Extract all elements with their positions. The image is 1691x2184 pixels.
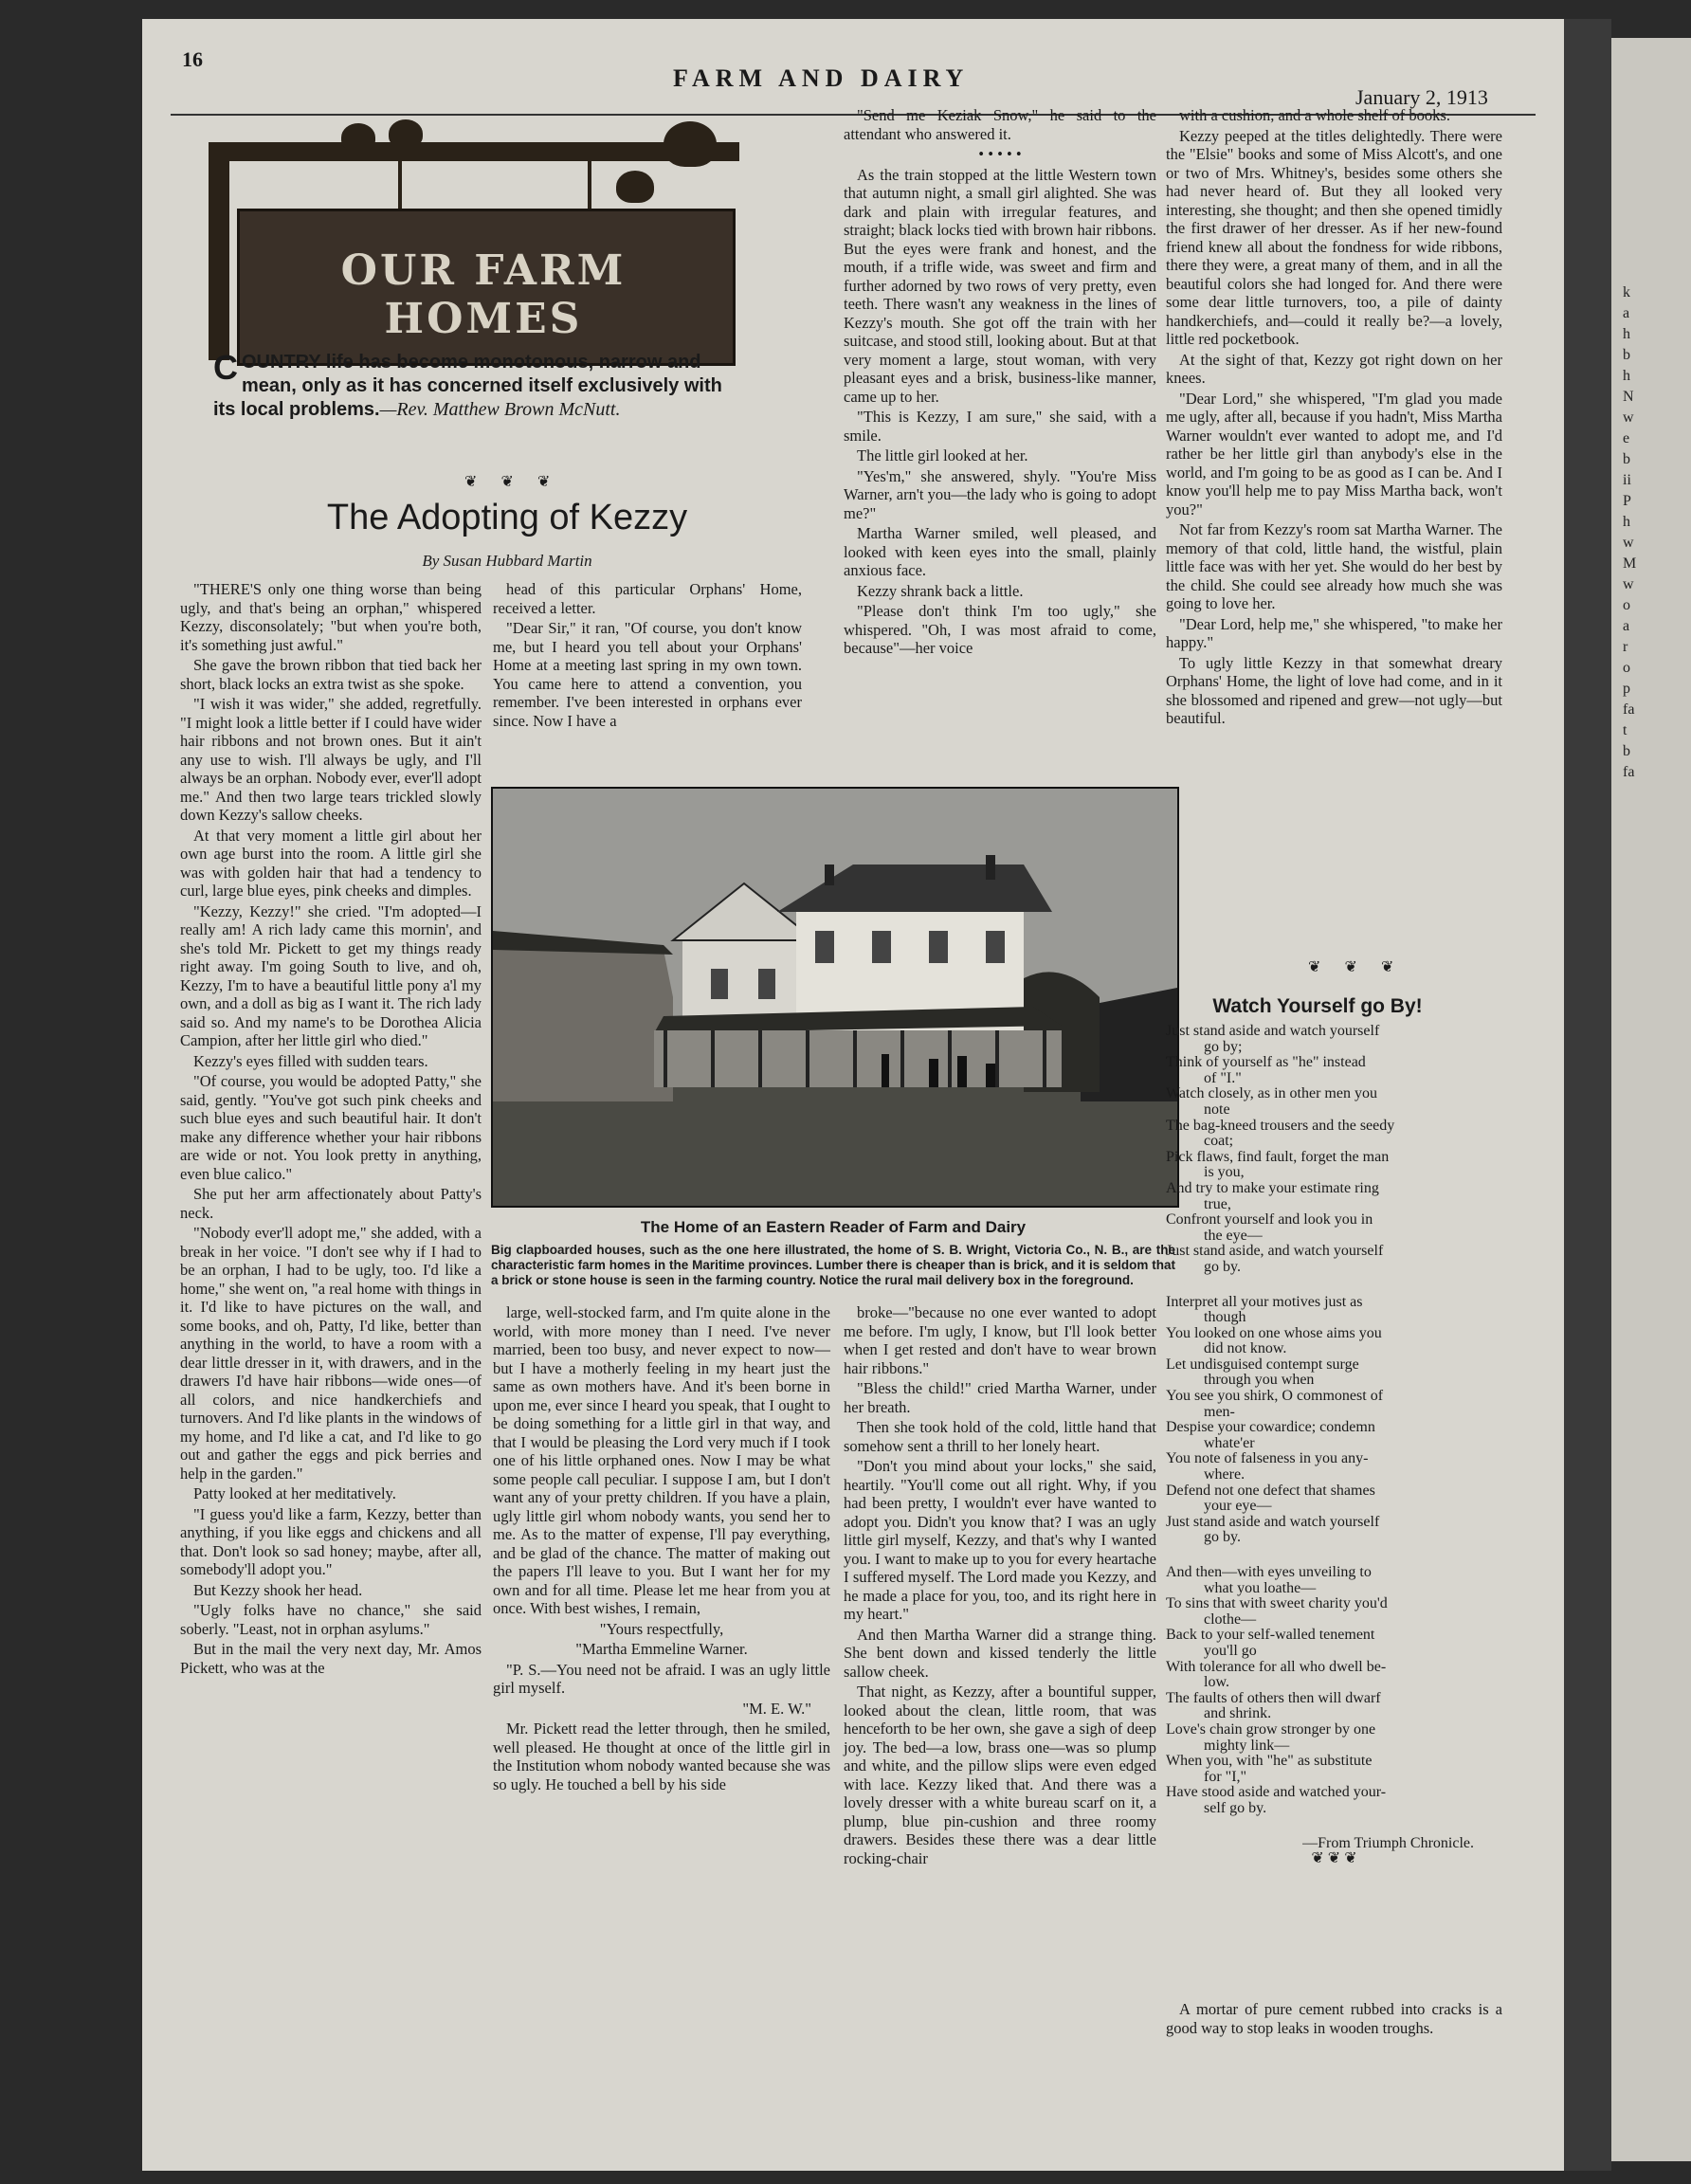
filler-text: A mortar of pure cement rubbed into cracks is a good way to stop leaks in wooden troughs. — [1166, 2000, 1502, 2037]
poem-title: Watch Yourself go By! — [1212, 995, 1423, 1017]
poem-line-continuation: did not know. — [1204, 1340, 1287, 1357]
leaf-ornament — [616, 171, 654, 203]
poem-line-continuation: true, — [1204, 1195, 1231, 1212]
quote-author: —Rev. Matthew Brown McNutt. — [379, 399, 621, 420]
poem-line: The bag-kneed trousers and the seedy — [1166, 1117, 1395, 1134]
poem-line: And then—with eyes unveiling to — [1166, 1564, 1372, 1580]
article-paragraph: "Nobody ever'll adopt me," she added, with a break in her voice. "I don't see why if I had to be an orphan, I had to be ugly, too. I'd like a home," she went on, "a real home with things in it. I'd like to have pictures on the wall, and some books, and oh, Patty, I'd like, better than anything in the world, to have a room with a dear little dresser in it, with drawers, and in the drawers I'd have hair ribbons—wide ones—of all colors, and nice handkerchiefs and turnovers. And I'd like plants in the windows of my home, and I'd like a cat, and I'd like to go out and gather the eggs and pick berries and help in the garden." — [180, 1224, 482, 1483]
poem-line-continuation: go by. — [1204, 1258, 1241, 1275]
adjacent-page-fragment: w — [1623, 576, 1634, 592]
adjacent-page-fragment: o — [1623, 597, 1630, 613]
article-paragraph: "M. E. W." — [742, 1699, 811, 1718]
article-paragraph: "Kezzy, Kezzy!" she cried. "I'm adopted—I really am! A rich lady came this mornin', and she's told Mr. Pickett to get my things ready right away. I'm going South to live, and oh, Kezzy, I'm to have a beautiful little pony a'l my own, and a doll as big as I want it. The rich lady said so. And my name's to be Dorothea Alicia Campion, after her little girl who died." — [180, 901, 482, 1049]
article-paragraph: She put her arm affectionately about Patty's neck. — [180, 1185, 482, 1222]
article-paragraph: "Martha Emmeline Warner. — [575, 1640, 748, 1658]
sign-bracket — [209, 142, 739, 161]
poem-line: Confront yourself and look you in — [1166, 1211, 1373, 1228]
article-paragraph: To ugly little Kezzy in that somewhat dreary Orphans' Home, the light of love had come, and in it she blossomed and ripened and grew—not ugly—but beautiful. — [1166, 653, 1502, 727]
poem-line: Pick flaws, find fault, forget the man — [1166, 1148, 1390, 1165]
poem-line-continuation: mighty link— — [1204, 1737, 1290, 1754]
article-paragraph: "I wish it was wider," she added, regretfully. "I might look a little better if I could have wider hair ribbons and not brown ones. But it ain't any use to wish. I'll always be ugly, and I'll always be an orphan. Nobody ever, ever'll adopt me." And then two large tears trickled slowly down Kezzy's sallow cheeks. — [180, 695, 482, 824]
article-paragraph: "Bless the child!" cried Martha Warner, under her breath. — [844, 1379, 1156, 1416]
article-paragraph: "Please don't think I'm too ugly," she whispered. "Oh, I was most afraid to come, because"—her voice — [844, 602, 1156, 657]
poem-line: Think of yourself as "he" instead — [1166, 1054, 1366, 1071]
poem-line: Have stood aside and watched your- — [1166, 1784, 1387, 1801]
article-paragraph: Then she took hold of the cold, little hand that somehow sent a thrill to her lonely heart. — [844, 1418, 1156, 1455]
leaf-ornament — [341, 123, 375, 152]
article-paragraph: Mr. Pickett read the letter through, then he smiled, well pleased. He thought at once of the little girl in the Institution whom nobody wanted because she was so ugly. He touched a bell by his side — [493, 1720, 830, 1793]
poem-line: Just stand aside and watch yourself — [1166, 1023, 1380, 1039]
sign-lettering: OUR FARM HOMES — [340, 246, 627, 343]
article-paragraph: "THERE'S only one thing worse than being ugly, and that's being an orphan," whispered Kezzy, disconsolately; "but when you're both, it's something just awful." — [180, 580, 482, 654]
poem-line: Watch closely, as in other men you — [1166, 1085, 1377, 1102]
article-column-4 — [1166, 106, 1502, 730]
adjacent-page-fragment: ii — [1623, 472, 1631, 488]
leaf-ornament — [664, 121, 717, 167]
article-column-2-bottom — [493, 1303, 830, 1795]
adjacent-page-fragment: N — [1623, 389, 1634, 405]
newspaper-page — [142, 19, 1564, 2171]
poem-line: When you, with "he" as substitute — [1166, 1753, 1373, 1770]
article-paragraph: "Yes'm," she answered, shyly. "You're Miss Warner, arn't you—the lady who is going to adopt me?" — [844, 466, 1156, 522]
article-paragraph: with a cushion, and a whole shelf of books. — [1179, 106, 1450, 124]
sign-chain — [398, 161, 402, 209]
poem-line-continuation: your eye— — [1204, 1498, 1272, 1515]
quote-text: OUNTRY life has become monotonous, narrow and mean, only as it has concerned itself exclusively with its local problems. — [213, 352, 722, 420]
poem-line: Despise your cowardice; condemn — [1166, 1419, 1375, 1436]
poem-line-continuation: whate'er — [1204, 1434, 1255, 1451]
adjacent-page-fragment: r — [1623, 639, 1628, 655]
article-paragraph: "Dear Lord, help me," she whispered, "to make her happy." — [1166, 614, 1502, 651]
article-title: The Adopting of Kezzy — [326, 498, 688, 537]
photo-caption-title: The Home of an Eastern Reader of Farm and Dairy — [640, 1218, 1027, 1236]
page-binding-shadow — [1564, 19, 1611, 2171]
adjacent-page-fragment: M — [1623, 555, 1637, 572]
poem-line-continuation: coat; — [1204, 1133, 1234, 1150]
poem-line-continuation: though — [1204, 1309, 1246, 1326]
poem-source: —From Triumph Chronicle. — [1302, 1834, 1474, 1851]
farmhouse-illustration — [493, 789, 1177, 1206]
poem-line: Love's chain grow stronger by one — [1166, 1720, 1376, 1738]
page-number: 16 — [182, 47, 203, 71]
quote-initial: C — [213, 348, 238, 387]
article-paragraph: That night, as Kezzy, after a bountiful supper, looked about the clean, little room, that was henceforth to be her own, she gave a sigh of deep joy. The bed—a low, brass one—was so plump and white, and the pillow slips were even edged with lace. Kezzy liked that. And there was a lovely dresser with a white bureau scarf on it, a plump, blue pin-cushion and three roomy drawers. Besides these there was a dear little rocking-chair — [844, 1683, 1156, 1867]
article-paragraph: "Of course, you would be adopted Patty," she said, gently. "You've got such pink cheeks and such blue eyes and such beautiful hair. It don't make any difference whether your hair ribbons are wide or not. You look pretty in anything, even blue calico." — [180, 1072, 482, 1183]
poem-line: Interpret all your motives just as — [1166, 1293, 1363, 1310]
adjacent-page-fragment: fa — [1623, 701, 1635, 718]
poem-line-continuation: go by. — [1204, 1529, 1241, 1546]
poem-line-continuation: low. — [1204, 1674, 1229, 1691]
article-paragraph: The little girl looked at her. — [857, 446, 1028, 464]
sign-chain — [588, 161, 591, 209]
masthead-quote — [213, 348, 744, 422]
article-paragraph: But Kezzy shook her head. — [193, 1580, 363, 1599]
article-paragraph: At that very moment a little girl about her own age burst into the room. A little girl she was with golden hair that had a tendency to curl, large blue eyes, pink cheeks and dimples. — [180, 826, 482, 900]
section-divider: ❦ ❦ ❦ — [1311, 1850, 1357, 1867]
article-paragraph: large, well-stocked farm, and I'm quite alone in the world, with more money than I need. I've never married, been too busy, and never expect to now—but I have a motherly feeling in my heart just the same as own mothers have. And it's been borne in upon me, ever since I heard you speak, that I ought to be doing something for a little girl in that way, and that I would be pleasing the Lord very much if I took one of his little orphaned ones. Now I may be what some people call peculiar. I suppose I am, but I don't want any of your pretty children. If you have a plain, ugly little girl whom nobody wants, you send her to me. As to the matter of expense, I'll pay everything, and be glad of the chance. The matter of making out the papers I'll leave to you. But I want her for my own and for all time. Please let me hear from you at once. With best wishes, I remain, — [493, 1303, 830, 1617]
article-column-2-top — [493, 580, 802, 732]
article-paragraph: She gave the brown ribbon that tied back her short, black locks an extra twist as she spoke. — [180, 656, 482, 693]
poem-line-continuation: where. — [1204, 1466, 1246, 1483]
adjacent-page-fragment: h — [1623, 514, 1630, 530]
stanza-gap — [1166, 1546, 1502, 1565]
poem-line-continuation: go by; — [1204, 1038, 1243, 1055]
adjacent-page-fragment: w — [1623, 535, 1634, 551]
adjacent-page-fragment: k — [1623, 284, 1630, 300]
adjacent-page-fragment: w — [1623, 410, 1634, 426]
photo-caption-body: Big clapboarded houses, such as the one here illustrated, the home of S. B. Wright, Victoria Co., N. B., are the characteristic farm homes in the Maritime provinces. Lumber there is cheaper than is brick, and it is seldom that a brick or stone house is seen in the farming country. Notice the rural mail delivery box in the foreground. — [491, 1243, 1175, 1287]
poem-line-continuation: of "I." — [1204, 1069, 1242, 1086]
article-paragraph: As the train stopped at the little Western town that autumn night, a small girl alighted. She was dark and plain with irregular features, and straight; black locks tied with brown hair ribbons. But the eyes were frank and honest, and the mouth, if a trifle wide, was sweet and firm and further adorned by two rows of very pretty, even teeth. There wasn't any weakness in the lines of Kezzy's mouth. She got off the train with her suitcase, and stood still, looking about. But at that very moment a large, stout woman, with very pleasant eyes and a brisk, business-like manner, came up to her. — [844, 165, 1156, 406]
poem-line-continuation: is you, — [1204, 1164, 1245, 1181]
poem-line: You see you shirk, O commonest of — [1166, 1388, 1384, 1405]
adjacent-page-edge — [1611, 38, 1691, 2161]
poem-line: With tolerance for all who dwell be- — [1166, 1658, 1387, 1675]
poem-line-continuation: clothe— — [1204, 1611, 1257, 1628]
article-paragraph: But in the mail the very next day, Mr. Amos Pickett, who was at the — [180, 1640, 482, 1677]
adjacent-page-fragment: fa — [1623, 764, 1635, 780]
photo-caption — [491, 1218, 1175, 1288]
poem-line-continuation: for "I," — [1204, 1768, 1247, 1785]
poem-line: Just stand aside and watch yourself — [1166, 1513, 1380, 1530]
our-farm-homes-sign — [171, 85, 758, 360]
sign-post — [209, 142, 229, 360]
adjacent-page-fragment: o — [1623, 660, 1630, 676]
poem-line: Back to your self-walled tenement — [1166, 1627, 1375, 1644]
poem-body — [1166, 1024, 1502, 1867]
article-paragraph: "Don't you mind about your locks," she said, heartily. "You'll come out all right. Why, if you had been pretty, I wouldn't ever have wanted to adopt you. Didn't you know that? I was an ugly little girl myself, Kezzy, and that's why I wanted you. I want to make up to you for every heartache I suffered myself. The Lord made you Kezzy, and he made a place for you, too, and its right here in my heart." — [844, 1457, 1156, 1623]
poem-line-continuation: the eye— — [1204, 1227, 1263, 1244]
adjacent-page-fragment: p — [1623, 681, 1630, 697]
leaf-ornament — [389, 119, 423, 148]
article-column-1 — [180, 580, 482, 1679]
article-paragraph: "Send me Keziak Snow," he said to the attendant who answered it. — [844, 106, 1156, 143]
adjacent-page-fragment: b — [1623, 451, 1630, 467]
poem-line: You note of falseness in you any- — [1166, 1450, 1369, 1467]
article-paragraph: "This is Kezzy, I am sure," she said, with a smile. — [844, 408, 1156, 445]
poem-line-continuation: you'll go — [1204, 1642, 1257, 1659]
poem-line: To sins that with sweet charity you'd — [1166, 1595, 1388, 1612]
article-paragraph: broke—"because no one ever wanted to adopt me before. I'm ugly, I know, but I'll look better when I get rested and don't have to wear brown hair ribbons." — [844, 1303, 1156, 1377]
poem-line: And try to make your estimate ring — [1166, 1179, 1379, 1196]
poem-line-continuation: what you loathe— — [1204, 1579, 1317, 1596]
adjacent-page-fragment: a — [1623, 618, 1630, 634]
adjacent-page-fragment: h — [1623, 368, 1630, 384]
adjacent-page-fragment: b — [1623, 743, 1630, 759]
stanza-gap — [1166, 1276, 1502, 1295]
adjacent-page-fragment: h — [1623, 326, 1630, 342]
article-paragraph: At the sight of that, Kezzy got right down on her knees. — [1166, 350, 1502, 387]
article-byline: By Susan Hubbard Martin — [422, 552, 592, 570]
article-paragraph: Patty looked at her meditatively. — [193, 1484, 396, 1502]
poem-line-continuation: men- — [1204, 1403, 1235, 1420]
article-paragraph: Kezzy peeped at the titles delightedly. There were the "Elsie" books and some of Miss Alcott's, and one or two of Mrs. Whitney's, besides some others she had never heard of. But they all looked very interesting, she thought; and then she opened timidly the first drawer of her dresser. As if her new-found friend knew all about the fondness for wide ribbons, there they were, a great many of them, and in all the beautiful colors she had longed for. And there were some dear little turnovers, too, a pile of dainty handkerchiefs, and—could it really be?—a lovely, little red pocketbook. — [1166, 126, 1502, 348]
article-paragraph: Kezzy's eyes filled with sudden tears. — [193, 1051, 428, 1070]
poem-line: Just stand aside, and watch yourself — [1166, 1243, 1384, 1260]
article-paragraph: head of this particular Orphans' Home, received a letter. — [493, 580, 802, 617]
poem-line: The faults of others then will dwarf — [1166, 1689, 1381, 1706]
article-paragraph: "Yours respectfully, — [599, 1619, 724, 1638]
poem-line-continuation: through you when — [1204, 1372, 1315, 1389]
poem-line: Let undisguised contempt surge — [1166, 1356, 1359, 1373]
adjacent-page-fragment: P — [1623, 493, 1631, 509]
adjacent-page-fragment: t — [1623, 722, 1627, 738]
poem-line-continuation: and shrink. — [1204, 1705, 1272, 1722]
article-paragraph: And then Martha Warner did a strange thing. She bent down and kissed tenderly the little sallow cheek. — [844, 1625, 1156, 1681]
article-paragraph: Not far from Kezzy's room sat Martha Warner. The memory of that cold, little hand, the wistful, plain little face was with her yet. She would do her best by the child. She could see already how much she was going to love her. — [1166, 520, 1502, 612]
article-paragraph: "P. S.—You need not be afraid. I was an ugly little girl myself. — [493, 1660, 830, 1697]
farmhouse-photo — [491, 787, 1179, 1208]
article-paragraph: Martha Warner smiled, well pleased, and looked with keen eyes into the small, plainly anxious face. — [844, 524, 1156, 579]
filler-paragraph — [1166, 2000, 1502, 2039]
article-column-3-top — [844, 106, 1156, 660]
section-divider: ❦ ❦ ❦ — [1308, 957, 1404, 975]
issue-date: January 2, 1913 — [1355, 85, 1488, 109]
adjacent-page-fragment: b — [1623, 347, 1630, 363]
article-paragraph: • • • • • — [978, 145, 1022, 163]
article-paragraph: "Dear Sir," it ran, "Of course, you don't know me, but I heard you tell about your Orphans' Home at a meeting last spring in my own town. You came here to attend a convention, you remember. I've been interested in orphans ever since. Now I have a — [493, 619, 802, 730]
article-paragraph: "Dear Lord," she whispered, "I'm glad you made me ugly, after all, because if you hadn't, Miss Martha Warner wouldn't ever wanted to adopt me, and I'd rather be her little girl than anybody's else in the world, and I'm going to be as good as I can be. And I know you'll help me to pay Miss Martha back, won't you?" — [1166, 389, 1502, 519]
article-paragraph: Kezzy shrank back a little. — [857, 581, 1024, 600]
adjacent-page-fragment: a — [1623, 305, 1630, 321]
poem-line: You looked on one whose aims you — [1166, 1324, 1382, 1341]
poem-line-continuation: note — [1204, 1101, 1230, 1118]
poem-line-continuation: self go by. — [1204, 1799, 1267, 1816]
adjacent-page-fragment: e — [1623, 430, 1630, 446]
publication-title: FARM AND DAIRY — [673, 64, 970, 92]
stanza-gap — [1166, 1817, 1502, 1836]
article-paragraph: "Ugly folks have no chance," she said soberly. "Least, not in orphan asylums." — [180, 1601, 482, 1638]
article-column-3-bottom — [844, 1303, 1156, 1869]
article-paragraph: "I guess you'd like a farm, Kezzy, better than anything, if you like eggs and chickens and all that. Don't look so sad honey; maybe, after all, somebody'll adopt you." — [180, 1504, 482, 1578]
section-divider: ❦ ❦ ❦ — [464, 472, 560, 490]
poem-line: Defend not one defect that shames — [1166, 1482, 1375, 1499]
